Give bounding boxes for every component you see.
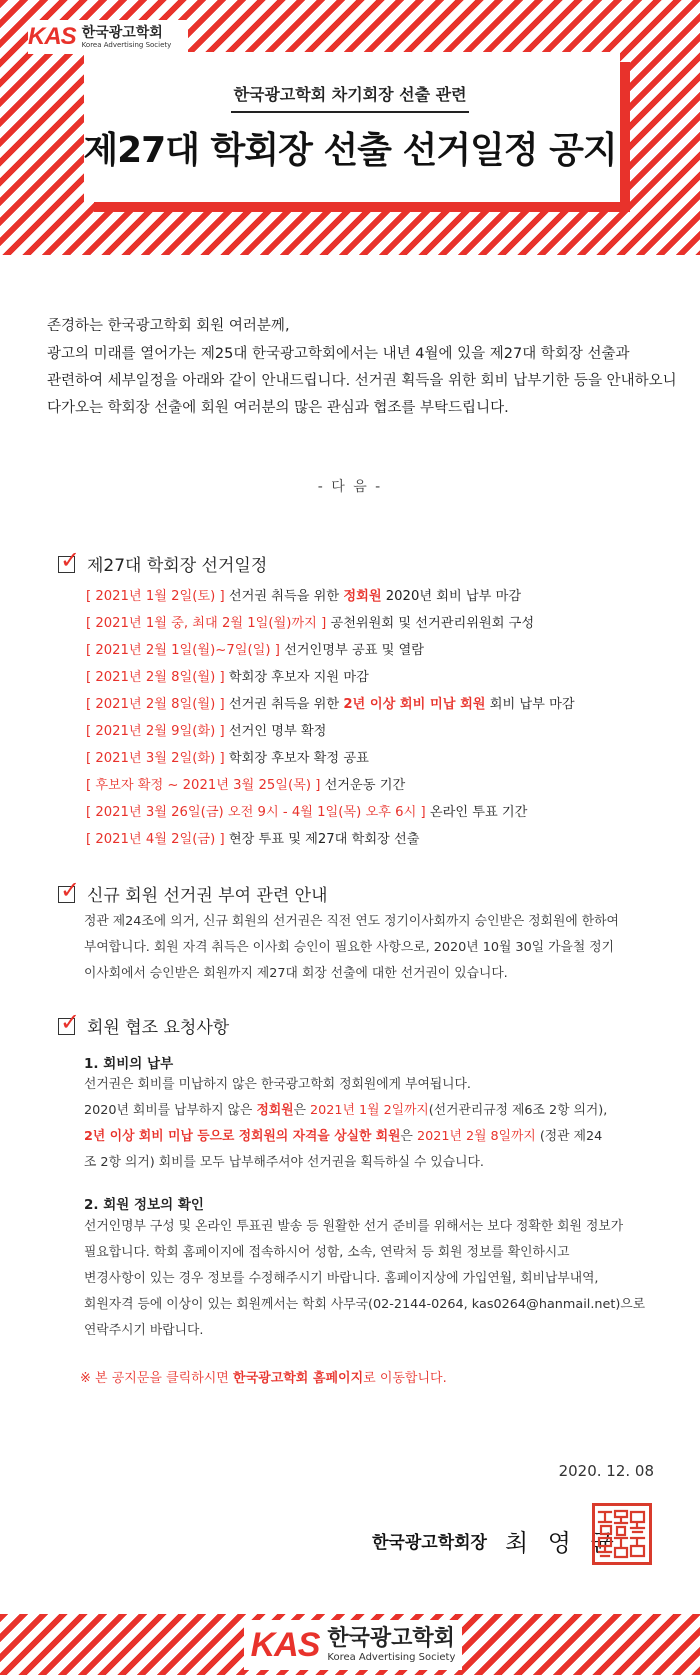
homepage-link-notice[interactable]: ※ 본 공지문을 클릭하시면 한국광고학회 홈페이지로 이동합니다. — [80, 1371, 447, 1386]
fee-text: 선거권은 회비를 미납하지 않은 한국광고학회 정회원에게 부여됩니다. 2020년 회비를 납부하지 않은 정회원은 2021년 1월 2일까지(선거관리규정 제6조 2항 의거), 2년 이상 회비 미납 등으로 정회원의 자격을 상실한 회원은 2021년 2월 8일까지 (정관 제24 조 2항 의거) 회비를 모두 납부해주셔야 선거권을 획득하실 수 있습니다. — [84, 1077, 608, 1170]
header-subtitle: 한국광고학회 차기회장 선출 관련 — [0, 82, 700, 113]
greeting-body-line: 관련하여 세부일정을 아래와 같이 안내드립니다. 선거권 획득을 위한 회비 납부기한 등을 안내하오니 — [47, 373, 677, 389]
schedule-item: [ 2021년 1월 중, 최대 2월 1일(월)까지 ] 공천위원회 및 선거관리위원회 구성 — [86, 616, 535, 631]
logo-mark: KAS — [28, 23, 76, 50]
schedule-item: [ 2021년 2월 8일(월) ] 선거권 취득을 위한 2년 이상 회비 미납 회원 회비 납부 마감 — [86, 697, 575, 712]
schedule-heading: ✓ 제27대 학회장 선거일정 — [60, 545, 268, 576]
checkbox-checked-icon: ✓ — [60, 875, 81, 904]
new-member-heading: ✓ 신규 회원 선거권 부여 관련 안내 — [60, 875, 328, 906]
greeting-body-line: 다가오는 학회장 선출에 회원 여러분의 많은 관심과 협조를 부탁드립니다. — [47, 400, 509, 416]
official-seal-stamp — [592, 1503, 652, 1565]
greeting-body-line: 광고의 미래를 열어가는 제25대 한국광고학회에서는 내년 4월에 있을 제27대 학회장 선출과 — [47, 346, 630, 362]
footer-logo[interactable] — [244, 1620, 462, 1670]
new-member-text: 정관 제24조에 의거, 신규 회원의 선거권은 직전 연도 정기이사회까지 승인받은 정회원에 한하여 부여합니다. 회원 자격 취득은 이사회 승인이 필요한 사항으로, 2020년 10월 30일 가을철 정기 이사회에서 승인받은 회원까지 제27대 회장 선출에 대한 선거권이 있습니다. — [84, 914, 619, 981]
logo-mark: KAS — [250, 1625, 320, 1664]
logo-name-ko: 한국광고학회 — [327, 1625, 455, 1651]
greeting — [47, 313, 677, 422]
schedule-item: [ 2021년 3월 2일(화) ] 학회장 후보자 확정 공표 — [86, 751, 369, 766]
page-title: 제27대 학회장 선출 선거일정 공지 — [83, 130, 617, 171]
info-text: 선거인명부 구성 및 온라인 투표권 발송 등 원활한 선거 준비를 위해서는 보다 정확한 회원 정보가 필요합니다. 학회 홈페이지에 접속하시어 성함, 소속, 연락처 등 회원 정보를 확인하시고 변경사항이 있는 경우 정보를 수정해주시기 바랍니다. 홈페이지상에 가입연월, 회비납부내역, 회원자격 등에 이상이 있는 회원께서는 학회 사무국(02-2144-0264, kas0264@hanmail.net)으로 연락주시기 바랍니다. — [84, 1219, 646, 1338]
logo-name-en: Korea Advertising Society — [327, 1651, 456, 1663]
next-label: - 다 음 - — [317, 479, 383, 495]
logo-name-en: Korea Advertising Society — [81, 40, 172, 49]
schedule-item: [ 2021년 2월 1일(월)~7일(일) ] 선거인명부 공표 및 열람 — [86, 643, 425, 658]
header-logo[interactable] — [28, 20, 188, 54]
schedule-item: [ 2021년 1월 2일(토) ] 선거권 취득을 위한 정회원 2020년 회비 납부 마감 — [86, 589, 522, 604]
signature-label: 한국광고학회장 — [372, 1533, 487, 1553]
schedule-item: [ 2021년 3월 26일(금) 오전 9시 - 4월 1일(목) 오후 6시 ] 온라인 투표 기간 — [86, 805, 528, 820]
fee-subheading: 1. 회비의 납부 — [84, 1056, 174, 1072]
document-date: 2020. 12. 08 — [558, 1462, 654, 1480]
greeting-salutation: 존경하는 한국광고학회 회원 여러분께, — [47, 318, 290, 334]
info-subheading: 2. 회원 정보의 확인 — [84, 1197, 204, 1213]
schedule-list — [86, 583, 575, 853]
cooperation-heading: ✓ 회원 협조 요청사항 — [60, 1007, 230, 1038]
schedule-item: [ 2021년 2월 9일(화) ] 선거인 명부 확정 — [86, 724, 327, 739]
schedule-item: [ 후보자 확정 ~ 2021년 3월 25일(목) ] 선거운동 기간 — [86, 778, 406, 793]
schedule-item: [ 2021년 4월 2일(금) ] 현장 투표 및 제27대 학회장 선출 — [86, 832, 420, 847]
checkbox-checked-icon: ✓ — [60, 1007, 81, 1036]
logo-name-ko: 한국광고학회 — [81, 24, 163, 41]
signature — [372, 1523, 620, 1558]
signature-name: 최 영 균 — [504, 1529, 620, 1557]
schedule-item: [ 2021년 2월 8일(월) ] 학회장 후보자 지원 마감 — [86, 670, 369, 685]
checkbox-checked-icon: ✓ — [60, 545, 81, 574]
